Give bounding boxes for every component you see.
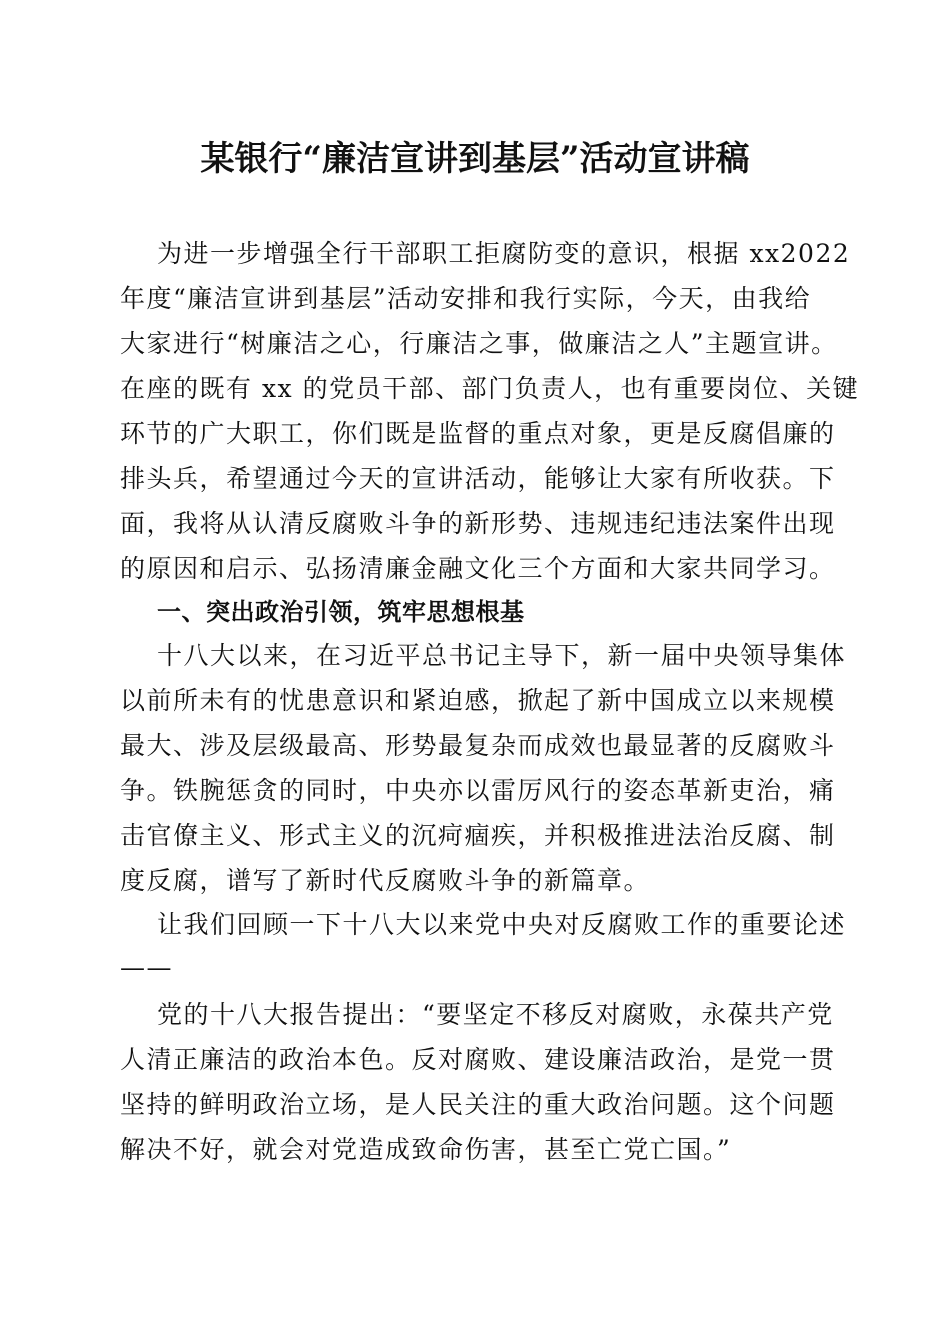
paragraph-line: 度反腐，谱写了新时代反腐败斗争的新篇章。 [120, 866, 651, 895]
paragraph-line: 最大、涉及层级最高、形势最复杂而成效也最显著的反腐败斗 [120, 731, 836, 760]
paragraph-line: 以前所未有的忧患意识和紧迫感，掀起了新中国成立以来规模 [120, 686, 836, 715]
paragraph-line: 党的十八大报告提出：“要坚定不移反对腐败，永葆共产党 [157, 1000, 834, 1029]
paragraph-line: 坚持的鲜明政治立场，是人民关注的重大政治问题。这个问题 [120, 1090, 836, 1119]
paragraph-line: 让我们回顾一下十八大以来党中央对反腐败工作的重要论述 [157, 910, 847, 939]
dash-line: —— [120, 953, 173, 982]
paragraph-line: 大家进行“树廉洁之心，行廉洁之事，做廉洁之人”主题宣讲。 [120, 329, 838, 358]
paragraph-line: 的原因和启示、弘扬清廉金融文化三个方面和大家共同学习。 [120, 554, 836, 583]
paragraph-line: 面，我将从认清反腐败斗争的新形势、违规违纪违法案件出现 [120, 509, 836, 538]
page-title: 某银行“廉洁宣讲到基层”活动宣讲稿 [200, 139, 750, 179]
paragraph-line: 十八大以来，在习近平总书记主导下，新一届中央领导集体 [157, 641, 847, 670]
paragraph-line: 为进一步增强全行干部职工拒腐防变的意识，根据 xx2022 [157, 239, 851, 268]
paragraph-line: 环节的广大职工，你们既是监督的重点对象，更是反腐倡廉的 [120, 419, 836, 448]
paragraph-line: 排头兵，希望通过今天的宣讲活动，能够让大家有所收获。下 [120, 464, 836, 493]
paragraph-line: 人清正廉洁的政治本色。反对腐败、建设廉洁政治，是党一贯 [120, 1045, 836, 1074]
paragraph-line: 争。铁腕惩贪的同时，中央亦以雷厉风行的姿态革新吏治，痛 [120, 776, 836, 805]
paragraph-line: 解决不好，就会对党造成致命伤害，甚至亡党亡国。” [120, 1135, 732, 1164]
paragraph-line: 击官僚主义、形式主义的沉疴痼疾，并积极推进法治反腐、制 [120, 821, 836, 850]
paragraph-line: 年度“廉洁宣讲到基层”活动安排和我行实际，今天，由我给 [120, 284, 812, 313]
paragraph-line: 在座的既有 xx 的党员干部、部门负责人，也有重要岗位、关键 [120, 374, 860, 403]
section-heading: 一、突出政治引领，筑牢思想根基 [157, 598, 525, 626]
